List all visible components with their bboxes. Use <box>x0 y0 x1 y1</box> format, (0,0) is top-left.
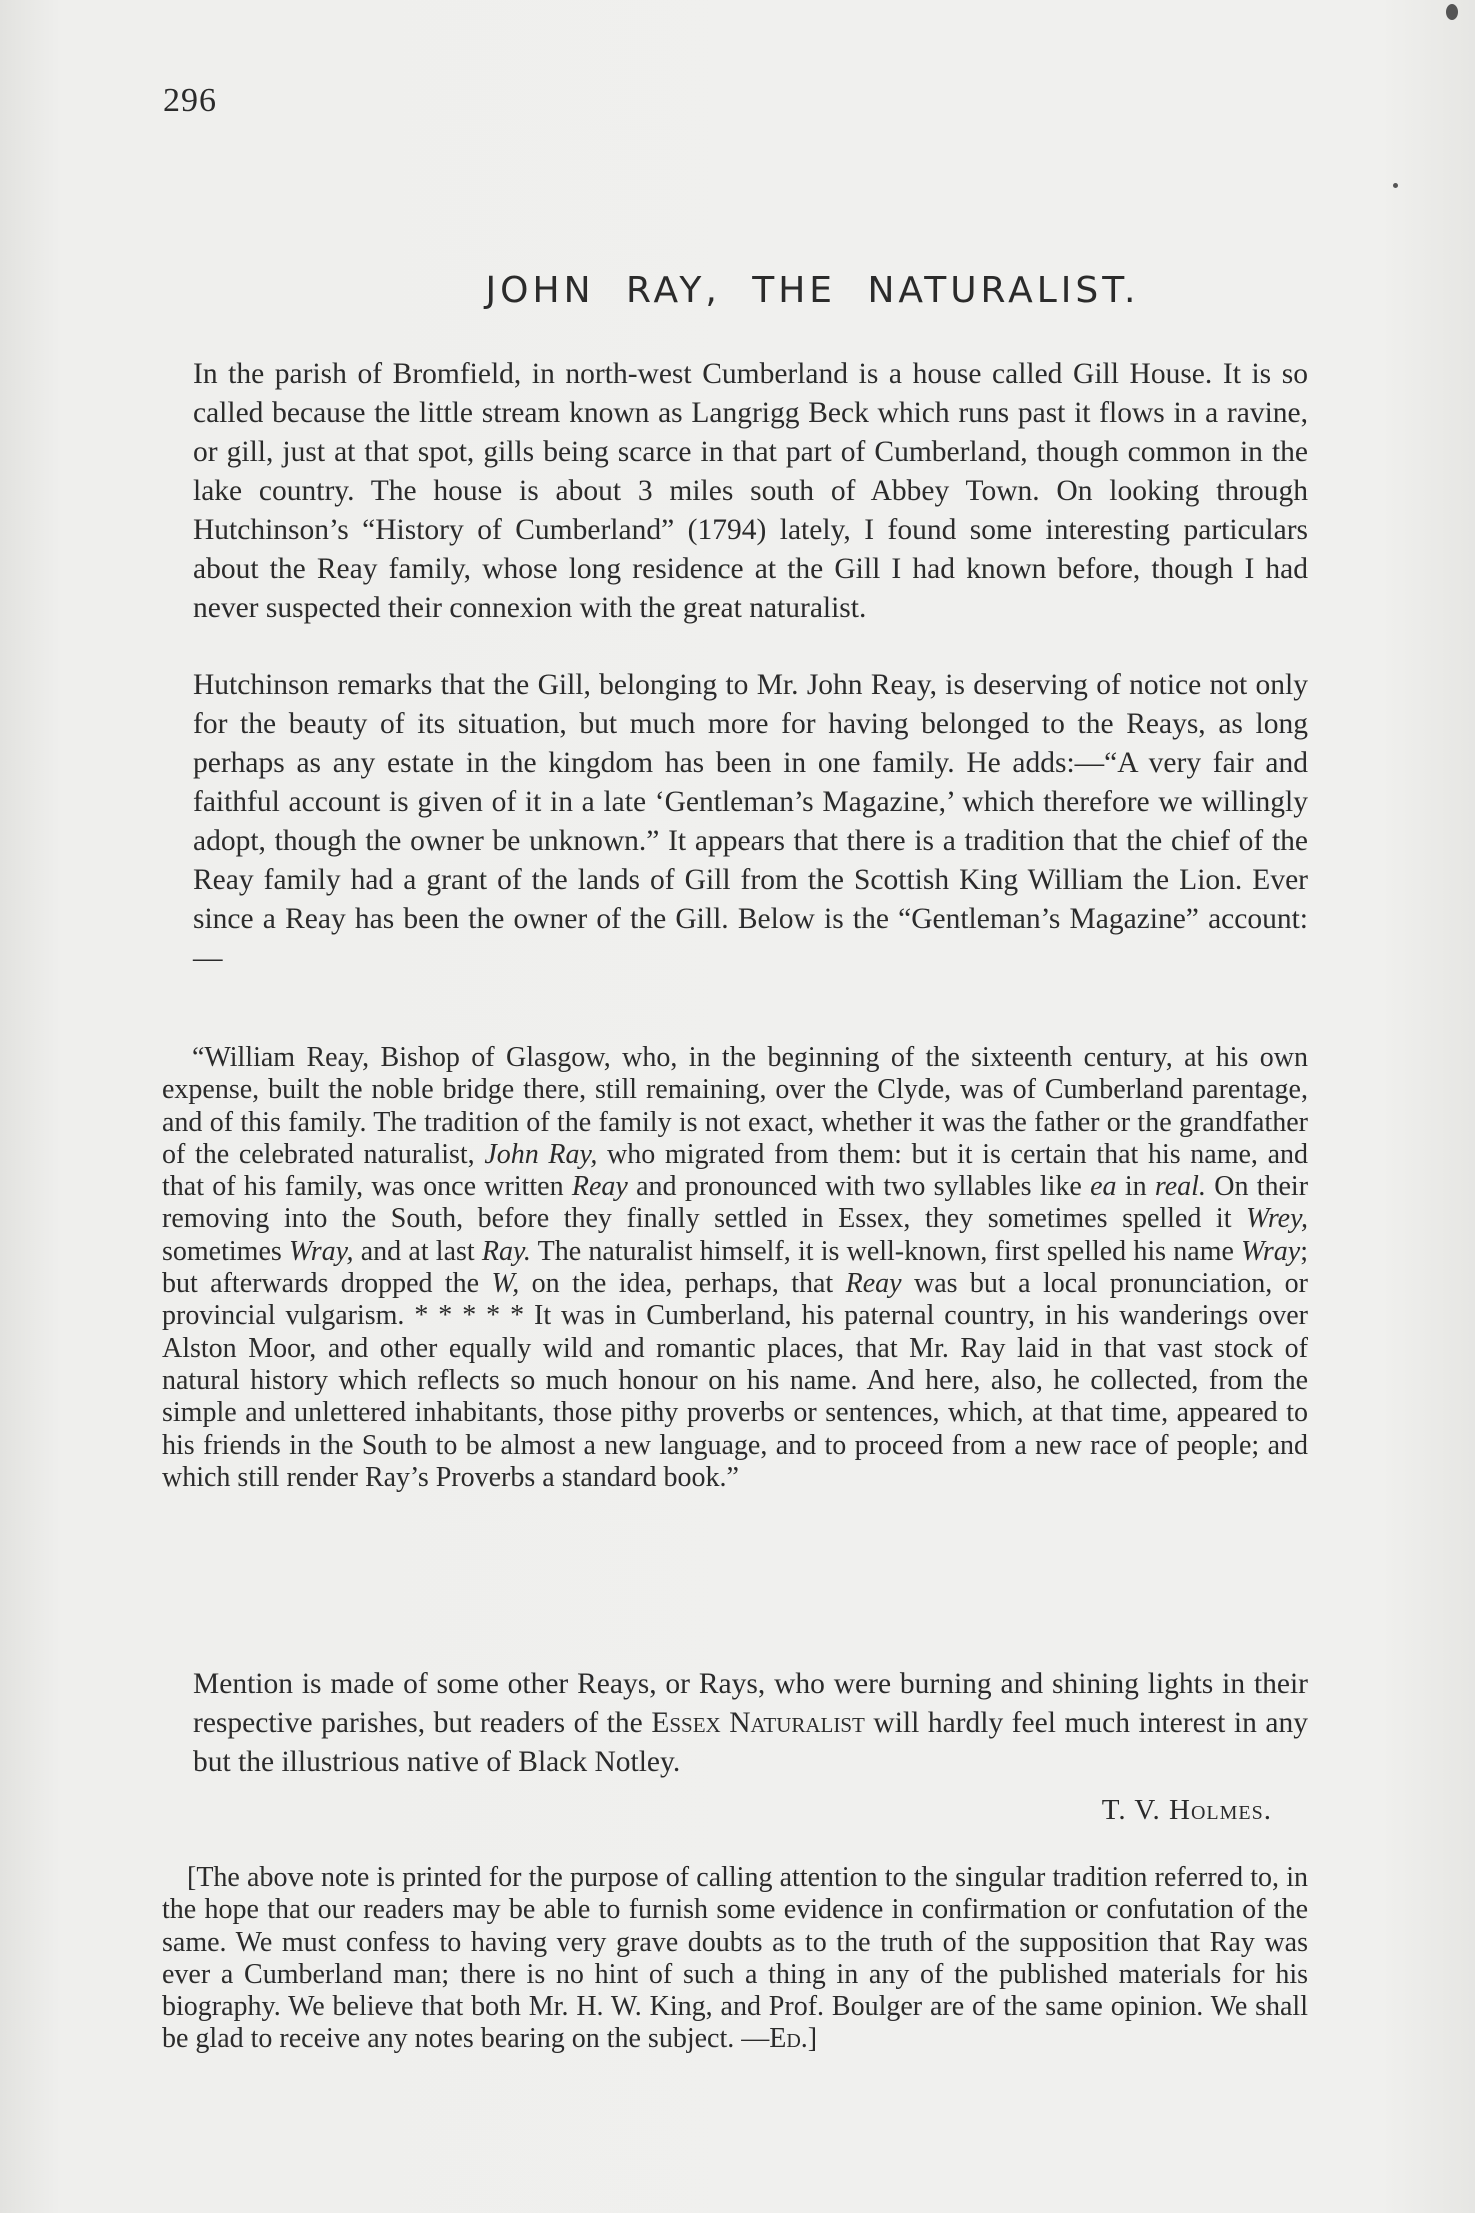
quote-fragment: was but a local pronunciation, or provincial vulgarism. * * * * * It was in Cumberland, his paternal country, in his wanderings over Alston Moor, and other equally wild and romantic places, that Mr. Ray laid in that vast stock of natural history which reflects so much honour on his name. And here, also, he collected, from the simple and unlettered inhabitants, those pithy proverbs or sentences, which, at that time, appeared to his friends in the South to be almost a new language, and to proceed from a new race of people; and which still render Ray’s Proverbs a standard book.” <box>162 1268 1309 1493</box>
mention-fragment: Mention is made of some other Reays, or Rays, who were burning and shining lights in their respective parishes, but readers of the <box>193 1668 1308 1739</box>
intro-paragraph <box>193 355 1308 628</box>
quote-emphasis: real. <box>1154 1171 1206 1203</box>
quote-fragment: who migrated from them: but it is certain that his name, and that of his family, was once written <box>162 1138 1308 1203</box>
quote-emphasis: Wrey, <box>1246 1203 1308 1235</box>
quote-emphasis: Wray <box>1241 1235 1301 1267</box>
note-fragment: ] <box>807 2023 818 2055</box>
paragraph-3 <box>193 1665 1308 1782</box>
quote-emphasis: John Ray, <box>484 1138 598 1170</box>
note-fragment: [The above note is printed for the purpose of calling attention to the singular tradition referred to, in the hope that our readers may be able to furnish some evidence in confirmation or confutation of the same. We must confess to having very grave doubts as to the truth of the supposition that Ray was ever a Cumberland man; there is no hint of such a thing in any of the published materials for his biography. We believe that both Mr. H. W. King, and Prof. Boulger are of the same opinion. We shall be glad to receive any notes bearing on the subject. — <box>162 1862 1308 2055</box>
article-title: JOHN RAY, THE NATURALIST. <box>485 270 1140 311</box>
quote-emphasis: ea <box>1090 1171 1117 1203</box>
editor-note <box>162 1862 1308 2056</box>
quote-emphasis: Reay <box>845 1268 902 1300</box>
hutchinson-paragraph <box>193 666 1308 978</box>
editor-abbreviation: Ed. <box>769 2023 808 2055</box>
quote-fragment: ; but afterwards dropped the <box>162 1235 1309 1300</box>
quote-fragment: “William Reay, Bishop of Glasgow, who, in the beginning of the sixteenth century, at his own expense, built the noble bridge there, still remaining, over the Clyde, was of Cumberland parentage, and of this family. The tradition of the family is not exact, whether it was the father or the grandfather of the celebrated naturalist, <box>162 1042 1308 1170</box>
quote-emphasis: Ray. <box>481 1235 531 1267</box>
quote-fragment: On their removing into the South, before they finally settled in Essex, they sometimes spelled it <box>162 1171 1309 1235</box>
quote-fragment: in <box>1116 1171 1155 1203</box>
quote-fragment: and at last <box>353 1235 482 1267</box>
quote-fragment: and pronounced with two syllables like <box>627 1171 1091 1203</box>
quote-emphasis: Wray, <box>288 1235 354 1267</box>
quote-text <box>162 1042 1308 1494</box>
quote-fragment: The naturalist himself, it is well-known, first spelled his name <box>530 1235 1242 1267</box>
paragraph-1: In the parish of Bromfield, in north-west Cumberland is a house called Gill House. It is so called because the little stream known as Langrigg Beck which runs past it flows in a ravine, or gill, just at that spot, gills being scarce in that part of Cumberland, though common in the lake country. The house is about 3 miles south of Abbey Town. On looking through Hutchinson’s “History of Cumberland” (1794) lately, I found some interesting particulars about the Reay family, whose long residence at the Gill I had known before, though I had never suspected their connexion with the great naturalist. <box>193 358 1308 624</box>
editor-note-text <box>162 1862 1308 2056</box>
quote-fragment: on the idea, perhaps, that <box>519 1268 846 1300</box>
mention-paragraph <box>193 1665 1308 1782</box>
ink-blot-mark <box>1446 4 1458 20</box>
magazine-quote <box>162 1042 1308 1494</box>
ink-speck-mark <box>1393 183 1398 188</box>
quote-emphasis: Reay <box>571 1171 628 1203</box>
quote-emphasis: W, <box>491 1268 520 1300</box>
mention-fragment: will hardly feel much interest in any but the illustrious native of Black Notley. <box>193 1707 1308 1778</box>
author-signature: T. V. Holmes. <box>1101 1794 1272 1826</box>
page-number: 296 <box>163 82 217 119</box>
quote-fragment: sometimes <box>162 1235 289 1267</box>
journal-name: Essex Naturalist <box>651 1707 865 1739</box>
paragraph-2: Hutchinson remarks that the Gill, belonging to Mr. John Reay, is deserving of notice not only for the beauty of its situation, but much more for having belonged to the Reays, as long perhaps as any estate in the kingdom has been in one family. He adds:—“A very fair and faithful account is given of it in a late ‘Gentleman’s Magazine,’ which therefore we willingly adopt, though the owner be unknown.” It appears that there is a tradition that the chief of the Reay family had a grant of the lands of Gill from the Scottish King William the Lion. Ever since a Reay has been the owner of the Gill. Below is the “Gentleman’s Magazine” account:— <box>193 669 1308 974</box>
